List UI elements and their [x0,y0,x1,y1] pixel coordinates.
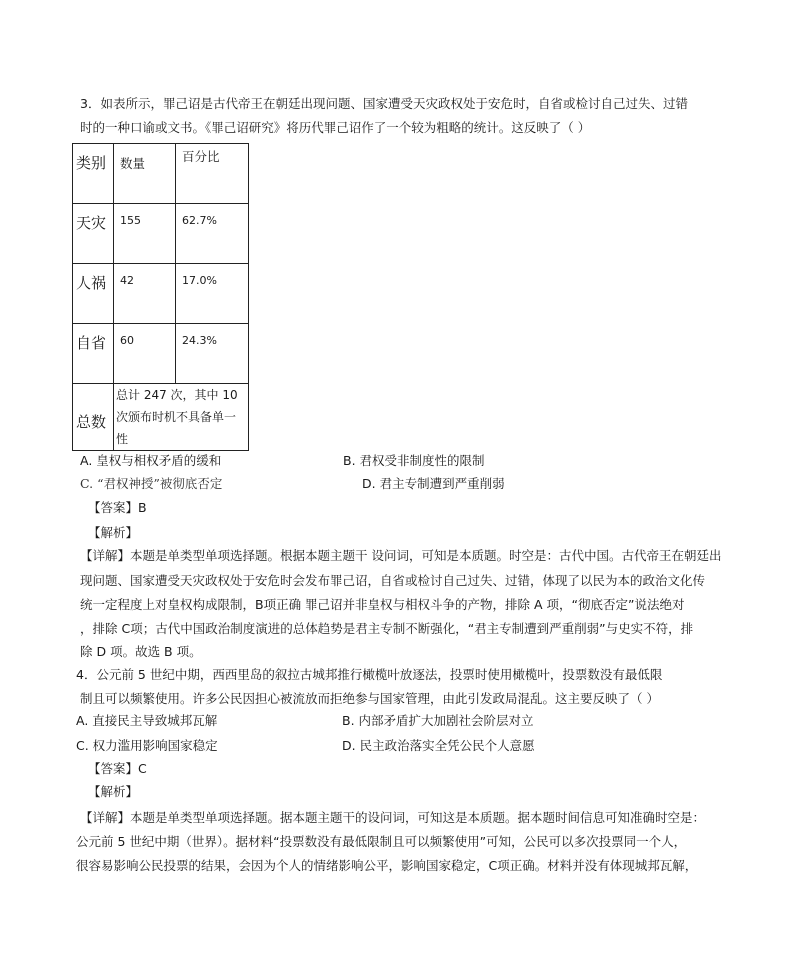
table-total-row [73,384,249,451]
q3-answer: 【答案】B [88,500,147,515]
table-header-percent: 百分比 [176,144,249,204]
q3-option-b: B. 君权受非制度性的限制 [343,453,485,468]
q4-stem-line1: 4．公元前 5 世纪中期，西西里岛的叙拉古城邦推行橄榄叶放逐法，投票时使用橄榄叶，投票数没有最低限 [76,667,663,682]
table-total-text: 总计 247 次，其中 10 次颁布时机不具备单一性 [114,384,249,451]
q3-detail-line: 统一定程度上对皇权构成限制，B项正确 罪己诏并非皇权与相权斗争的产物，排除 A 项，“彻底否定”说法绝对 [80,597,685,612]
q4-detail-line: 很容易影响公民投票的结果，会因为个人的情绪影响公平，影响国家稳定，C项正确。材料并没有体现城邦瓦解， [76,858,698,873]
table-row [73,324,249,384]
q4-answer: 【答案】C [88,761,147,776]
q3-stats-table [72,143,249,451]
q3-option-d: D. 君主专制遭到严重削弱 [362,476,505,491]
table-cell-category: 自省 [73,324,114,384]
q4-option-a: A. 直接民主导致城邦瓦解 [76,713,218,728]
q4-analysis-label: 【解析】 [88,784,139,799]
q4-option-b: B. 内部矛盾扩大加剧社会阶层对立 [342,713,534,728]
table-cell-category: 人祸 [73,264,114,324]
table-cell-count: 42 [114,264,176,324]
table-header-row [73,144,249,204]
q4-option-d: D. 民主政治落实全凭公民个人意愿 [342,738,535,753]
table-cell-percent: 17.0% [176,264,249,324]
table-cell-percent: 24.3% [176,324,249,384]
q4-option-c: C. 权力滥用影响国家稳定 [76,738,218,753]
table-cell-count: 155 [114,204,176,264]
table-cell-category: 天灾 [73,204,114,264]
q4-detail-line: 【详解】本题是单类型单项选择题。据本题主题干的设问词，可知这是本质题。据本题时间信息可知准确时空是： [80,810,706,825]
table-cell-percent: 62.7% [176,204,249,264]
q3-option-a: A. 皇权与相权矛盾的缓和 [80,453,222,468]
table-header-category: 类别 [73,144,114,204]
q3-analysis-label: 【解析】 [88,525,139,540]
q4-stem-line2: 制且可以频繁使用。许多公民因担心被流放而拒绝参与国家管理，由此引发政局混乱。这主要反映了（ ） [80,691,659,706]
q4-detail-line: 公元前 5 世纪中期（世界）。据材料“投票数没有最低限制且可以频繁使用”可知，公民可以多次投票同一个人， [76,834,687,849]
table-cell-count: 60 [114,324,176,384]
q3-detail-line: 【详解】本题是单类型单项选择题。根据本题主题干 设问词，可知是本质题。时空是：古代中国。古代帝王在朝廷出 [80,548,722,563]
table-row [73,264,249,324]
q3-detail-line: 现问题、国家遭受天灾政权处于安危时会发布罪己诏，自省或检讨自己过失、过错，体现了以民为本的政治文化传 [80,573,706,588]
q3-detail-line: ，排除 C项；古代中国政治制度演进的总体趋势是君主专制不断强化，“君主专制遭到严重削弱”与史实不符，排 [80,621,694,636]
q3-stem-line1: 3．如表所示，罪己诏是古代帝王在朝廷出现问题、国家遭受天灾政权处于安危时，自省或检讨自己过失、过错 [80,96,688,111]
table-total-label: 总数 [73,384,114,451]
q3-detail-line: 除 D 项。故选 B 项。 [80,644,202,659]
table-row [73,204,249,264]
q3-stem-line2: 时的一种口谕或文书。《罪己诏研究》将历代罪己诏作了一个较为粗略的统计。这反映了（ ） [80,120,591,135]
table-header-count: 数量 [114,144,176,204]
q3-option-c: C. “君权神授”被彻底否定 [80,476,223,491]
